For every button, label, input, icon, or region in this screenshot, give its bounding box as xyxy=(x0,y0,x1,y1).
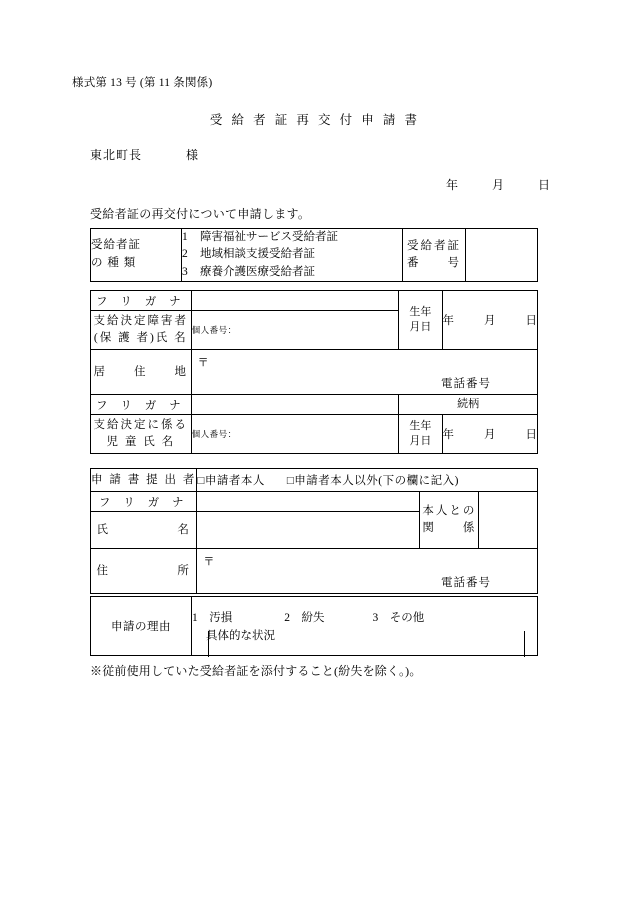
table-row xyxy=(91,469,538,492)
option-number: 1 xyxy=(192,612,198,624)
submitter-address-field[interactable] xyxy=(197,549,538,594)
residence-tel-label: 電話番号 xyxy=(441,378,491,390)
child-birth-field[interactable] xyxy=(442,415,538,454)
page-title: 受 給 者 証 再 交 付 申 請 書 xyxy=(209,113,421,127)
table-row xyxy=(91,597,538,656)
reason-detail-input[interactable] xyxy=(208,631,525,657)
certificate-type-label: 受給者証 の 種 類 xyxy=(91,229,182,282)
table-row xyxy=(91,291,538,311)
postal-mark-icon: 〒 xyxy=(197,357,209,369)
option-text: 療養介護医療受給者証 xyxy=(200,265,315,278)
option-number: 2 xyxy=(182,248,188,261)
option-number: 3 xyxy=(182,265,188,278)
child-birth-label: 生年 月日 xyxy=(399,415,442,454)
submitter-name-label: 氏 名 xyxy=(91,512,197,549)
table-row xyxy=(91,350,538,395)
reason-table xyxy=(90,596,538,656)
option-number: 3 xyxy=(372,612,379,624)
option-text: その他 xyxy=(389,612,425,624)
certificate-type-option-3[interactable] xyxy=(182,264,402,281)
applicant-birth-field[interactable] xyxy=(442,291,538,350)
reason-option-3[interactable] xyxy=(373,609,425,625)
date-day-label: 日 xyxy=(538,178,551,192)
option-text: 障害福祉サービス受給者証 xyxy=(200,231,338,243)
submitter-furigana-field[interactable] xyxy=(197,492,420,512)
applicant-furigana-field[interactable] xyxy=(191,291,399,311)
certificate-type-option-1[interactable] xyxy=(182,229,402,246)
reason-detail-label: 具体的な状況 xyxy=(206,630,275,642)
table-row xyxy=(91,395,538,415)
reason-label: 申請の理由 xyxy=(91,597,192,656)
child-furigana-field[interactable] xyxy=(191,395,399,415)
birth-month-label: 月 xyxy=(484,315,496,327)
reason-options[interactable] xyxy=(192,609,537,625)
checkbox-self[interactable]: □申請者本人 xyxy=(197,475,265,487)
applicant-birth-label: 生年 月日 xyxy=(399,291,442,350)
certificate-number-field[interactable] xyxy=(466,229,538,282)
birth-year-label: 年 xyxy=(442,315,454,327)
addressee-name: 東北町長 xyxy=(90,148,143,162)
reason-option-1[interactable] xyxy=(192,609,232,625)
option-text: 紛失 xyxy=(301,612,325,624)
applicant-furigana-label: フ リ ガ ナ xyxy=(91,291,192,311)
table-row xyxy=(91,549,538,594)
table-row xyxy=(91,492,538,512)
certificate-type-table xyxy=(90,228,538,282)
submitter-table xyxy=(90,468,538,594)
date-year-label: 年 xyxy=(446,178,459,192)
mynumber-label: 個人番号： xyxy=(191,429,237,439)
mynumber-label: 個人番号： xyxy=(191,325,237,335)
certificate-type-option-2[interactable] xyxy=(182,246,402,263)
child-mynumber-field[interactable] xyxy=(191,415,399,454)
submitter-address-label: 住 所 xyxy=(91,549,197,594)
intro-text: 受給者証の再交付について申請します。 xyxy=(90,207,311,221)
reason-field[interactable] xyxy=(192,597,538,656)
submitter-relation-field[interactable] xyxy=(479,492,538,549)
table-row xyxy=(91,229,538,282)
applicant-name-label: 支給決定障害者 (保 護 者)氏 名 xyxy=(91,311,192,350)
postal-mark-icon: 〒 xyxy=(203,556,215,568)
submitter-name-field[interactable] xyxy=(197,512,420,549)
residence-label: 居 住 地 xyxy=(91,350,192,395)
child-relation-label: 続柄 xyxy=(399,395,538,415)
submitter-label: 申 請 書 提 出 者 xyxy=(91,469,197,492)
applicant-mynumber-field[interactable] xyxy=(191,311,399,350)
certificate-type-options[interactable] xyxy=(182,229,403,282)
birth-day-label: 日 xyxy=(525,315,537,327)
submitter-tel-label: 電話番号 xyxy=(441,577,491,589)
applicant-table xyxy=(90,290,538,454)
option-text: 汚損 xyxy=(209,612,233,624)
addressee-honorific: 様 xyxy=(186,148,200,162)
birth-year-label: 年 xyxy=(442,429,454,441)
table-row xyxy=(91,415,538,454)
birth-month-label: 月 xyxy=(484,429,496,441)
date-month-label: 月 xyxy=(492,178,505,192)
child-furigana-label: フ リ ガ ナ xyxy=(91,395,192,415)
birth-day-label: 日 xyxy=(525,429,537,441)
addressee-line xyxy=(90,146,199,163)
submitter-relation-label: 本人との 関 係 xyxy=(420,492,479,549)
submitter-furigana-label: フ リ ガ ナ xyxy=(91,492,197,512)
footnote: ※従前使用していた受給者証を添付すること(紛失を除く。)。 xyxy=(90,664,422,678)
option-number: 1 xyxy=(182,231,188,243)
child-name-label: 支給決定に係る 児 童 氏 名 xyxy=(91,415,192,454)
submitter-options[interactable] xyxy=(197,469,538,492)
reason-option-2[interactable] xyxy=(284,609,324,625)
certificate-number-label: 受給者証 番 号 xyxy=(403,229,466,282)
option-text: 地域相談支援受給者証 xyxy=(200,248,315,261)
form-number: 様式第 13 号 (第 11 条関係) xyxy=(72,77,213,89)
residence-field[interactable] xyxy=(191,350,537,395)
option-number: 2 xyxy=(284,612,290,624)
checkbox-other[interactable]: □申請者本人以外(下の欄に記入) xyxy=(286,475,459,487)
